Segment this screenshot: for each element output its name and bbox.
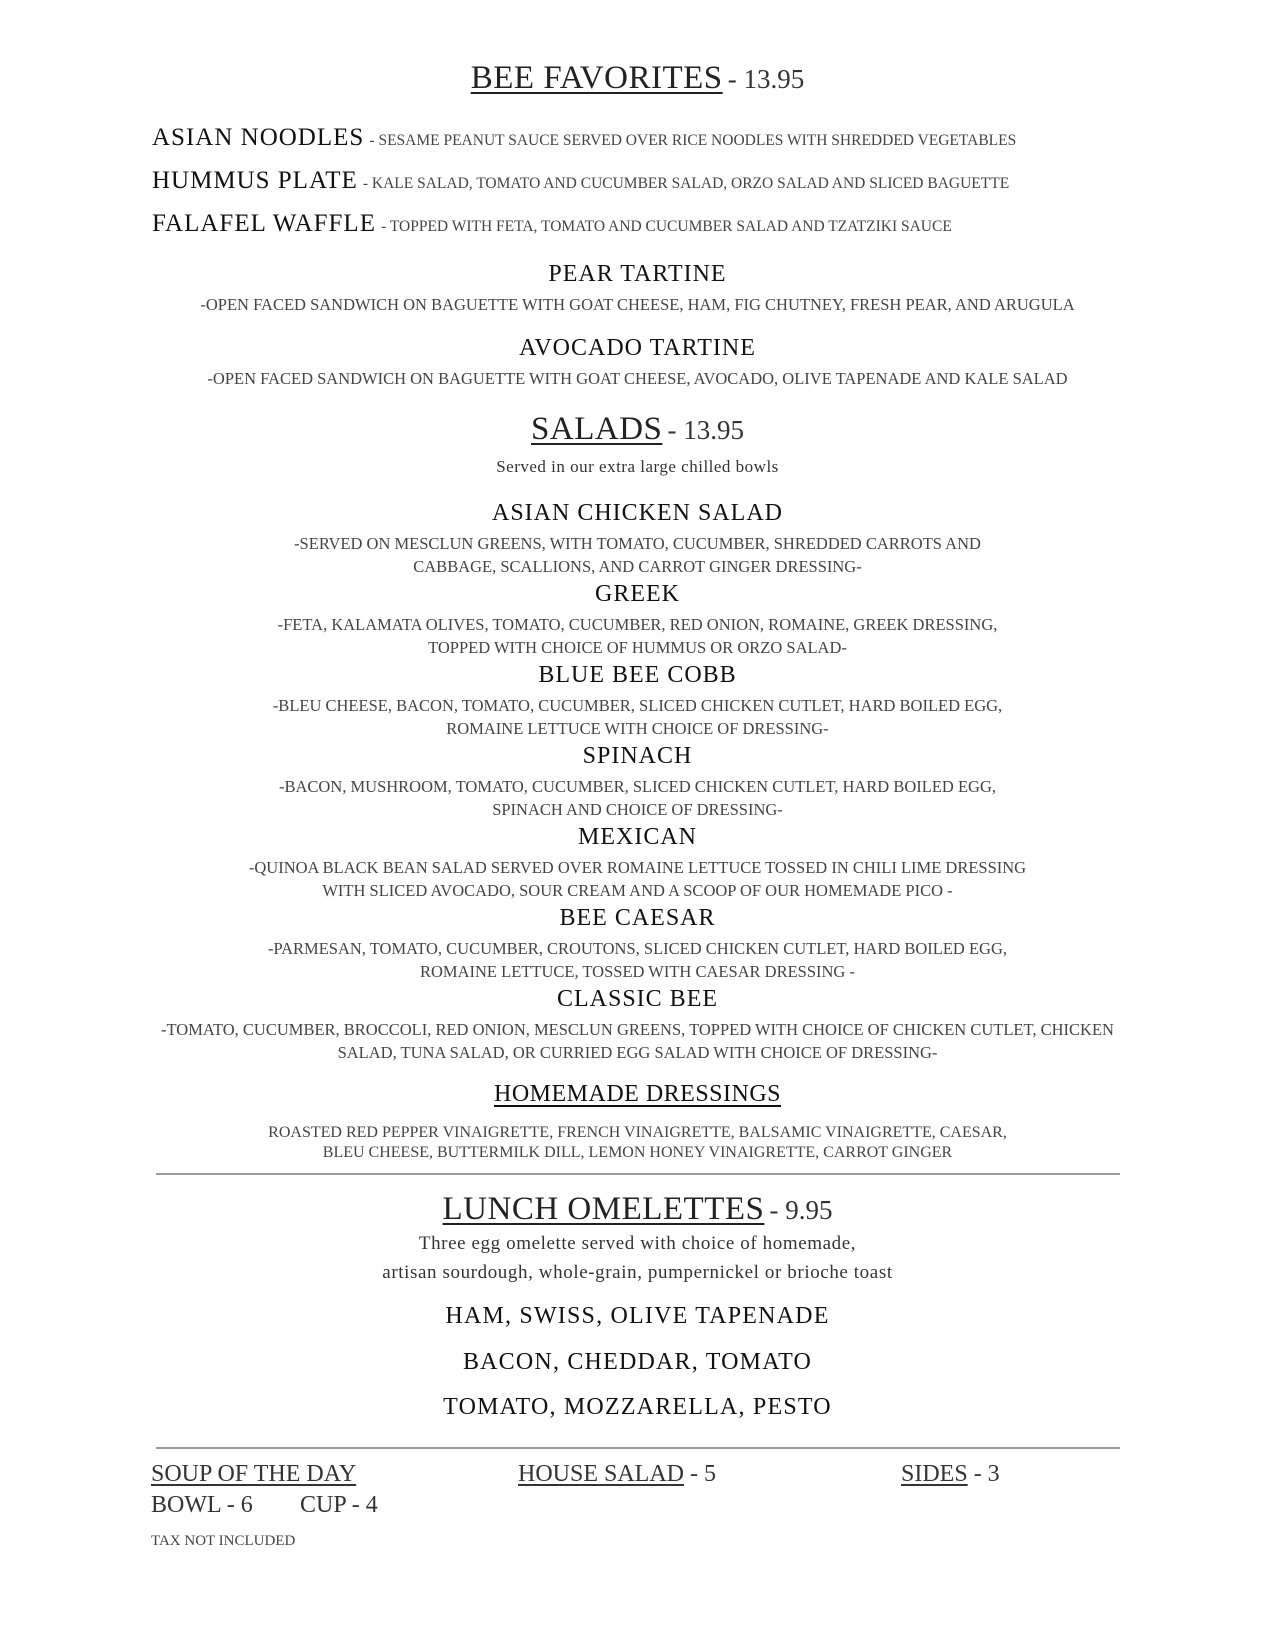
salad-desc-line: -BACON, MUSHROOM, TOMATO, CUCUMBER, SLICED CHICKEN CUTLET, HARD BOILED EGG, [278,777,997,796]
salad-desc-line: -BLEU CHEESE, BACON, TOMATO, CUCUMBER, SLICED CHICKEN CUTLET, HARD BOILED EGG, [272,696,1003,715]
salads-title: SALADS [531,411,663,447]
omelettes-note-line: artisan sourdough, whole-grain, pumpernickel or brioche toast [382,1262,893,1283]
item-name: ASIAN NOODLES [152,124,365,151]
favorite-item-hummus-plate [152,167,1009,195]
avocado-tartine-description: -OPEN FACED SANDWICH ON BAGUETTE WITH GOAT CHEESE, AVOCADO, OLIVE TAPENADE AND KALE SALAD [207,369,1068,388]
house-salad-label: HOUSE SALAD [518,1461,685,1487]
soup-label: SOUP OF THE DAY [151,1461,357,1487]
salad-title-greek: GREEK [595,581,680,607]
item-description: - KALE SALAD, TOMATO AND CUCUMBER SALAD, ORZO SALAD AND SLICED BAGUETTE [362,175,1010,192]
item-name: HUMMUS PLATE [152,167,358,194]
salad-title-mexican: MEXICAN [578,824,697,850]
avocado-tartine-title: AVOCADO TARTINE [519,335,756,361]
salad-desc-line: CABBAGE, SCALLIONS, AND CARROT GINGER DRESSING- [413,557,862,576]
sides [901,1461,1000,1488]
favorites-title: BEE FAVORITES [470,60,723,96]
salads-header [0,411,1275,448]
dressings-title: HOMEMADE DRESSINGS [493,1081,782,1107]
salad-desc-line: ROMAINE LETTUCE WITH CHOICE OF DRESSING- [446,719,829,738]
pear-tartine-title: PEAR TARTINE [548,261,727,287]
omelettes-note-line: Three egg omelette served with choice of homemade, [418,1233,857,1254]
salad-desc-line: -QUINOA BLACK BEAN SALAD SERVED OVER ROMAINE LETTUCE TOSSED IN CHILI LIME DRESSING [248,858,1027,877]
tax-note: TAX NOT INCLUDED [151,1533,296,1549]
section-divider [156,1173,1120,1175]
salad-desc-line: -TOMATO, CUCUMBER, BROCCOLI, RED ONION, MESCLUN GREENS, TOPPED WITH CHOICE OF CHICKEN CUTLET, CHICKEN [161,1020,1114,1039]
item-description: - SESAME PEANUT SAUCE SERVED OVER RICE NOODLES WITH SHREDDED VEGETABLES [369,132,1017,149]
salads-price: - 13.95 [667,415,744,445]
salad-desc-line: ROMAINE LETTUCE, TOSSED WITH CAESAR DRESSING - [420,962,855,981]
salad-desc-line: -FETA, KALAMATA OLIVES, TOMATO, CUCUMBER, RED ONION, ROMAINE, GREEK DRESSING, [277,615,998,634]
salad-title-spinach: SPINACH [582,743,693,769]
omelettes-title: LUNCH OMELETTES [442,1191,765,1227]
salad-title-asian-chicken: ASIAN CHICKEN SALAD [491,500,783,526]
salads-note: Served in our extra large chilled bowls [496,457,779,476]
salad-desc-line: WITH SLICED AVOCADO, SOUR CREAM AND A SCOOP OF OUR HOMEMADE PICO - [322,881,953,900]
omelette-item: TOMATO, MOZZARELLA, PESTO [443,1394,832,1420]
house-salad [518,1461,716,1488]
salad-desc-line: -SERVED ON MESCLUN GREENS, WITH TOMATO, CUCUMBER, SHREDDED CARROTS AND [294,534,981,553]
section-divider [156,1447,1120,1449]
omelette-item: HAM, SWISS, OLIVE TAPENADE [445,1303,830,1329]
soup-cup-price: CUP - 4 [300,1492,378,1518]
salad-title-bee-caesar: BEE CAESAR [559,905,716,931]
item-name: FALAFEL WAFFLE [152,210,376,237]
soup-of-the-day [151,1461,356,1488]
favorites-price: - 13.95 [727,64,805,94]
favorite-item-falafel-waffle [152,210,952,238]
omelettes-header [0,1191,1275,1228]
pear-tartine-description: -OPEN FACED SANDWICH ON BAGUETTE WITH GOAT CHEESE, HAM, FIG CHUTNEY, FRESH PEAR, AND ARUGULA [200,295,1075,314]
sides-label: SIDES [901,1461,968,1487]
sides-price: - 3 [973,1461,1000,1487]
salad-desc-line: TOPPED WITH CHOICE OF HUMMUS OR ORZO SALAD- [428,638,847,657]
salad-title-classic-bee: CLASSIC BEE [556,986,719,1012]
omelette-item: BACON, CHEDDAR, TOMATO [462,1349,813,1375]
house-salad-price: - 5 [690,1461,717,1487]
soup-bowl-price: BOWL - 6 [151,1492,253,1518]
item-description: - TOPPED WITH FETA, TOMATO AND CUCUMBER SALAD AND TZATZIKI SAUCE [381,218,952,235]
salad-desc-line: SALAD, TUNA SALAD, OR CURRIED EGG SALAD WITH CHOICE OF DRESSING- [337,1043,938,1062]
salad-desc-line: -PARMESAN, TOMATO, CUCUMBER, CROUTONS, SLICED CHICKEN CUTLET, HARD BOILED EGG, [267,939,1008,958]
salad-desc-line: SPINACH AND CHOICE OF DRESSING- [492,800,783,819]
omelettes-price: - 9.95 [769,1195,833,1225]
favorites-header [0,60,1275,97]
salad-title-blue-bee-cobb: BLUE BEE COBB [538,662,737,688]
dressings-list-line: ROASTED RED PEPPER VINAIGRETTE, FRENCH VINAIGRETTE, BALSAMIC VINAIGRETTE, CAESAR, [268,1124,1007,1141]
dressings-list-line: BLEU CHEESE, BUTTERMILK DILL, LEMON HONEY VINAIGRETTE, CARROT GINGER [322,1144,953,1161]
favorite-item-asian-noodles [152,124,1016,152]
